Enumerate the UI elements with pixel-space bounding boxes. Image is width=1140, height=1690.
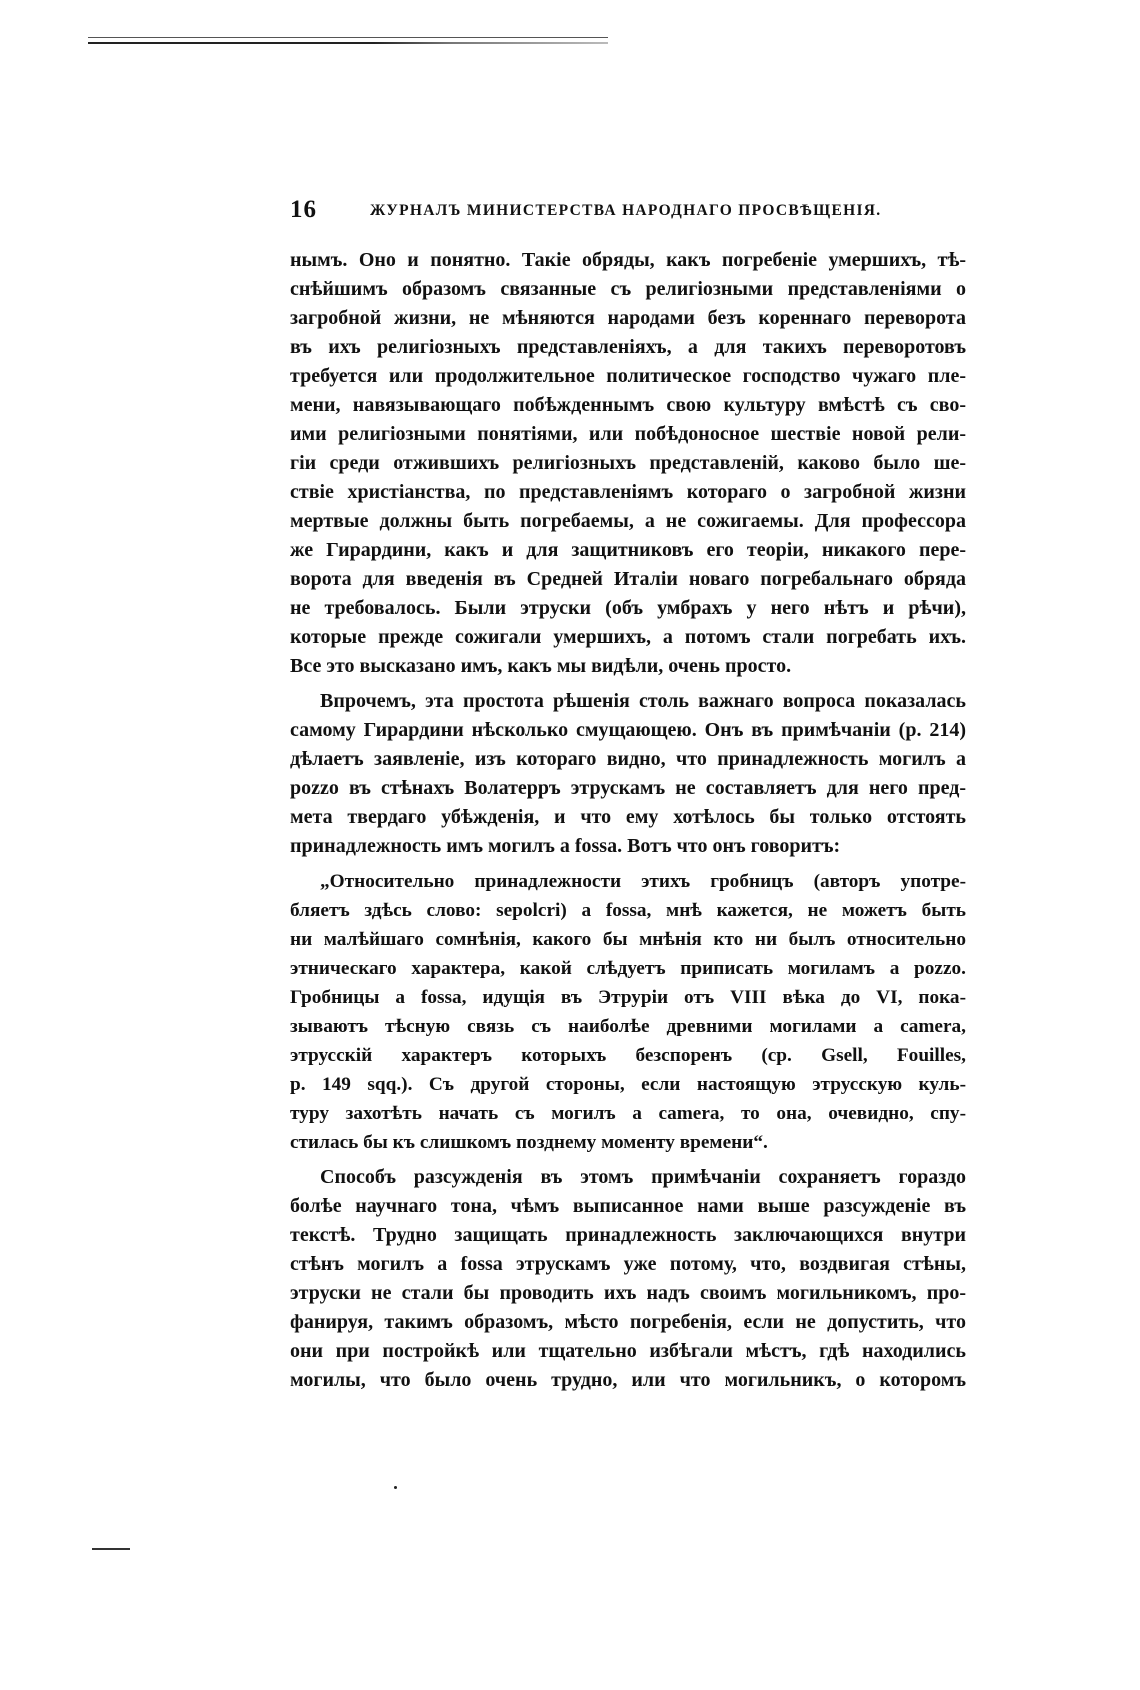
text-line: p. 149 sqq.). Съ другой стороны, если настоящую этрусскую куль- [290, 1074, 966, 1095]
text-line: же Гирардини, какъ и для защитниковъ его теоріи, никакого пере- [290, 539, 966, 561]
text-line: въ ихъ религіозныхъ представленіяхъ, а для такихъ переворотовъ [290, 336, 966, 358]
text-line: бляетъ здѣсь слово: sepolcri) a fossa, мнѣ кажется, не можетъ быть [290, 900, 966, 921]
running-head [290, 196, 966, 236]
top-rule-thin [88, 37, 608, 38]
text-line: требуется или продолжительное политическое господство чужаго пле- [290, 365, 966, 387]
text-line: дѣлаетъ заявленіе, изъ котораго видно, что принадлежность могилъ a [290, 748, 966, 770]
paragraph-4 [290, 1163, 966, 1395]
stray-ink-dot [394, 1486, 397, 1489]
text-line: Все это высказано имъ, какъ мы видѣли, очень просто. [290, 655, 792, 677]
text-line: стѣнъ могилъ a fossa этрускамъ уже потому, что, воздвигая стѣны, [290, 1253, 966, 1275]
text-line: ворота для введенія въ Средней Италіи новаго погребальнаго обряда [290, 568, 966, 590]
page-number: 16 [290, 196, 317, 223]
text-line: мертвые должны быть погребаемы, а не сожигаемы. Для профессора [290, 510, 966, 532]
text-line: ствіе христіанства, по представленіямъ котораго о загробной жизни [290, 481, 966, 503]
text-line: нымъ. Оно и понятно. Такіе обряды, какъ погребеніе умершихъ, тѣ- [290, 249, 966, 271]
text-line: зываютъ тѣсную связь съ наиболѣе древними могилами a camera, [290, 1016, 966, 1037]
body-text [290, 246, 966, 1395]
text-line: мени, навязывающаго побѣжденнымъ свою культуру вмѣстѣ съ сво- [290, 394, 966, 416]
text-line: они при постройкѣ или тщательно избѣгали мѣстъ, гдѣ находились [290, 1340, 966, 1362]
text-line: принадлежность имъ могилъ a fossa. Вотъ что онъ говоритъ: [290, 835, 841, 857]
text-line: Гробницы a fossa, идущія въ Этруріи отъ VIII вѣка до VI, пока- [290, 987, 966, 1008]
text-line: Способъ разсужденія въ этомъ примѣчаніи сохраняетъ гораздо [320, 1166, 966, 1188]
text-line: мета твердаго убѣжденія, и что ему хотѣлось бы только отстоять [290, 806, 966, 828]
text-line: которые прежде сожигали умершихъ, а потомъ стали погребать ихъ. [290, 626, 966, 648]
text-line: pozzo въ стѣнахъ Волатерръ этрускамъ не составляетъ для него пред- [290, 777, 966, 799]
text-line: стилась бы къ слишкомъ позднему моменту времени“. [290, 1132, 768, 1153]
text-line: этническаго характера, какой слѣдуетъ приписать могиламъ a pozzo. [290, 958, 966, 979]
text-line: этрусскій характеръ которыхъ безспоренъ (ср. Gsell, Fouilles, [290, 1045, 966, 1066]
top-rule [88, 42, 608, 44]
text-line: болѣе научнаго тона, чѣмъ выписанное нами выше разсужденіе въ [290, 1195, 966, 1217]
text-line: текстѣ. Трудно защищать принадлежность заключающихся внутри [290, 1224, 966, 1246]
text-line: гіи среди отжившихъ религіозныхъ представленій, каково было ше- [290, 452, 966, 474]
text-line: Впрочемъ, эта простота рѣшенія столь важнаго вопроса показалась [320, 690, 966, 712]
text-line: самому Гирардини нѣсколько смущающею. Онъ въ примѣчаніи (p. 214) [290, 719, 966, 741]
text-line: фанируя, такимъ образомъ, мѣсто погребенія, если не допустить, что [290, 1311, 966, 1333]
text-line: снѣйшимъ образомъ связанные съ религіозными представленіями о [290, 278, 966, 300]
text-line: загробной жизни, не мѣняются народами безъ кореннаго переворота [290, 307, 966, 329]
text-line: туру захотѣть начать съ могилъ a camera, то она, очевидно, спу- [290, 1103, 966, 1124]
text-line: ни малѣйшаго сомнѣнія, какого бы мнѣнія кто ни былъ относительно [290, 929, 966, 950]
text-line: ими религіозными понятіями, или побѣдоносное шествіе новой рели- [290, 423, 966, 445]
journal-title: ЖУРНАЛЪ МИНИСТЕРСТВА НАРОДНАГО ПРОСВѢЩЕНІЯ. [370, 202, 882, 219]
text-line: „Относительно принадлежности этихъ гробницъ (авторъ употре- [320, 871, 966, 892]
paragraph-1 [290, 246, 966, 681]
text-line: не требовалось. Были этруски (объ умбрахъ у него нѣтъ и рѣчи), [290, 597, 966, 619]
paragraph-2 [290, 687, 966, 861]
paragraph-3-quotation [290, 867, 966, 1157]
text-line: могилы, что было очень трудно, или что могильникъ, о которомъ [290, 1369, 966, 1391]
text-line: этруски не стали бы проводить ихъ надъ своимъ могильникомъ, про- [290, 1282, 966, 1304]
page-edge-mark [92, 1548, 130, 1550]
